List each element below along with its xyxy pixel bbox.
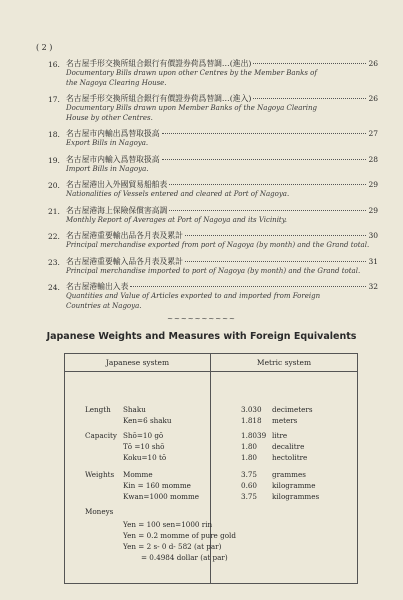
toc-entry <box>48 205 378 226</box>
toc-entry-english-title: Principal merchandise exported from port of Nagoya (by month) and the Grand total. <box>66 241 370 249</box>
toc-entry-number: 16. <box>48 60 60 69</box>
length-row-1-jp: Shaku <box>123 405 146 414</box>
toc-leader-dots <box>185 235 367 236</box>
toc-entry-number: 20. <box>48 181 60 190</box>
toc-leader-dots <box>169 184 366 185</box>
page-number: ( 2 ) <box>36 43 53 52</box>
toc-leader-dots <box>185 261 367 262</box>
toc-entry <box>48 256 378 277</box>
money-line-1: Yen = 100 sen=1000 rin <box>123 520 213 529</box>
toc-entry-body <box>66 58 378 88</box>
header-japanese-system: Japanese system <box>105 358 170 367</box>
weights-row-2-value: 0.60 <box>241 481 258 490</box>
capacity-row-3-value: 1.80 <box>241 453 258 462</box>
length-row-1-unit: decimeters <box>272 405 313 414</box>
toc-entry-title-line <box>66 93 378 104</box>
capacity-row-3-jp: Koku=10 tō <box>123 453 167 462</box>
toc-entry <box>48 179 378 200</box>
toc-entry-page: 30 <box>368 231 378 240</box>
toc-entry-japanese-title: 名古屋市内輸入爲替取扱高 <box>66 154 160 164</box>
toc-leader-dots <box>169 210 366 211</box>
toc-entry-english-title: the Nagoya Clearing House. <box>66 78 167 87</box>
toc-entry-page: 26 <box>368 59 378 68</box>
toc-entry-number: 19. <box>48 155 60 165</box>
toc-entry-title-line <box>66 205 378 216</box>
toc-entry <box>48 230 378 251</box>
toc-entry <box>48 128 378 149</box>
weights-row-3-jp: Kwan=1000 momme <box>123 492 200 501</box>
toc-entry-page: 26 <box>368 94 378 103</box>
capacity-row-1-unit: litre <box>272 431 288 440</box>
toc-entry-japanese-title: 名古屋港海上保險保償害高調 <box>66 205 168 215</box>
weights-row-2-unit: kilogramme <box>272 481 316 490</box>
toc-entry-japanese-title: 名古屋手形交換所組合銀行有價證券荷爲替調…(進出) <box>66 59 252 68</box>
section-title: Japanese Weights and Measures with Foreign Equivalents <box>46 331 357 342</box>
toc-entry-japanese-title: 名古屋港出入外國貿易船舶表 <box>66 180 168 189</box>
toc-entry-body <box>66 179 378 200</box>
category-moneys: Moneys <box>85 507 114 516</box>
length-row-2-value: 1.818 <box>241 416 262 425</box>
category-length: Length <box>85 405 111 414</box>
weights-row-3-unit: kilogrammes <box>272 492 320 501</box>
toc-entry-number: 23. <box>48 257 60 267</box>
toc-leader-dots <box>130 286 366 287</box>
toc-entry-english-title: Import Bills in Nagoya. <box>66 164 149 173</box>
toc-entry-english-title: Quantities and Value of Articles exported to and imported from Foreign <box>66 292 321 300</box>
toc-entry-title-line <box>66 128 378 139</box>
toc-entry <box>48 93 378 123</box>
toc-entry-japanese-title: 名古屋港輸出入表 <box>66 282 129 291</box>
weights-row-1-jp: Momme <box>123 470 153 479</box>
table-of-contents <box>48 58 378 316</box>
toc-entry-body <box>66 281 378 311</box>
toc-leader-dots <box>162 133 367 134</box>
section-ornament: ~~~~~~~~~~ <box>167 315 236 323</box>
capacity-row-1-value: 1.8039 <box>241 431 267 440</box>
toc-entry-body <box>66 154 378 175</box>
capacity-row-1-jp: Shō=10 gō <box>123 431 164 440</box>
toc-entry-japanese-title: 名古屋港重要輸入品各月表及累計 <box>66 256 183 266</box>
toc-entry-english-title: Documentary Bills drawn upon Member Banks of the Nagoya Clearing <box>66 104 317 112</box>
toc-entry-english-title: Monthly Report of Averages at Port of Nagoya and its Vicinity. <box>66 215 287 224</box>
toc-entry-page: 31 <box>368 256 378 266</box>
toc-entry-number: 18. <box>48 130 60 139</box>
toc-entry-title-line <box>66 58 378 69</box>
toc-entry-page: 29 <box>368 180 378 189</box>
money-line-3: Yen = 2 s- 0 d- 582 (at par) <box>123 542 222 551</box>
weights-row-2-jp: Kin = 160 momme <box>123 481 191 490</box>
length-row-1-value: 3.030 <box>241 405 262 414</box>
capacity-row-3-unit: hectolitre <box>272 453 308 462</box>
toc-entry-page: 28 <box>368 154 378 164</box>
money-line-4: = 0.4984 dollar (at par) <box>141 553 228 562</box>
capacity-row-2-jp: Tō =10 shō <box>123 442 165 451</box>
toc-entry-japanese-title: 名古屋港重要輸出品各月表及累計 <box>66 231 183 240</box>
toc-entry-english-title: Documentary Bills drawn upon other Centres by the Member Banks of <box>66 69 317 77</box>
toc-entry-english-title: House by other Centres. <box>66 113 153 122</box>
toc-entry-title-line <box>66 281 378 292</box>
toc-entry-page: 27 <box>368 129 378 138</box>
money-line-2: Yen = 0.2 momme of pure gold <box>123 531 236 540</box>
toc-entry <box>48 281 378 311</box>
toc-entry-number: 24. <box>48 283 60 292</box>
category-weights: Weights <box>85 470 115 479</box>
toc-leader-dots <box>162 159 367 160</box>
toc-entry-title-line <box>66 154 378 165</box>
weights-row-3-value: 3.75 <box>241 492 258 501</box>
weights-measures-table <box>64 353 358 584</box>
toc-entry-body <box>66 256 378 277</box>
toc-entry-body <box>66 128 378 149</box>
weights-row-1-unit: grammes <box>272 470 306 479</box>
header-divider <box>65 371 357 372</box>
capacity-row-2-unit: decalitre <box>272 442 305 451</box>
toc-leader-dots <box>253 98 366 99</box>
toc-entry-title-line <box>66 179 378 190</box>
header-metric-system: Metric system <box>256 358 312 367</box>
toc-entry-title-line <box>66 230 378 241</box>
toc-entry-english-title: Export Bills in Nagoya. <box>66 139 149 147</box>
toc-entry-english-title: Principal merchandise imported to port of Nagoya (by month) and the Grand total. <box>66 266 361 275</box>
toc-entry <box>48 58 378 88</box>
toc-entry-body <box>66 205 378 226</box>
toc-leader-dots <box>253 63 366 64</box>
toc-entry-body <box>66 93 378 123</box>
toc-entry-japanese-title: 名古屋手形交換所組合銀行有價證券荷爲替調…(進入) <box>66 94 252 103</box>
toc-entry-body <box>66 230 378 251</box>
toc-entry-page: 32 <box>368 282 378 291</box>
toc-entry-number: 22. <box>48 232 60 241</box>
toc-entry-title-line <box>66 256 378 267</box>
length-row-2-unit: meters <box>272 416 298 425</box>
length-row-2-jp: Ken=6 shaku <box>123 416 172 425</box>
toc-entry-japanese-title: 名古屋市内輸出爲替取扱高 <box>66 129 160 138</box>
category-capacity: Capacity <box>85 431 117 440</box>
toc-entry-english-title: Countries at Nagoya. <box>66 301 142 310</box>
toc-entry-english-title: Nationalities of Vessels entered and cleared at Port of Nagoya. <box>66 190 290 198</box>
toc-entry-page: 29 <box>368 205 378 215</box>
toc-entry-number: 17. <box>48 95 60 104</box>
capacity-row-2-value: 1.80 <box>241 442 258 451</box>
weights-row-1-value: 3.75 <box>241 470 258 479</box>
toc-entry <box>48 154 378 175</box>
toc-entry-number: 21. <box>48 206 60 216</box>
